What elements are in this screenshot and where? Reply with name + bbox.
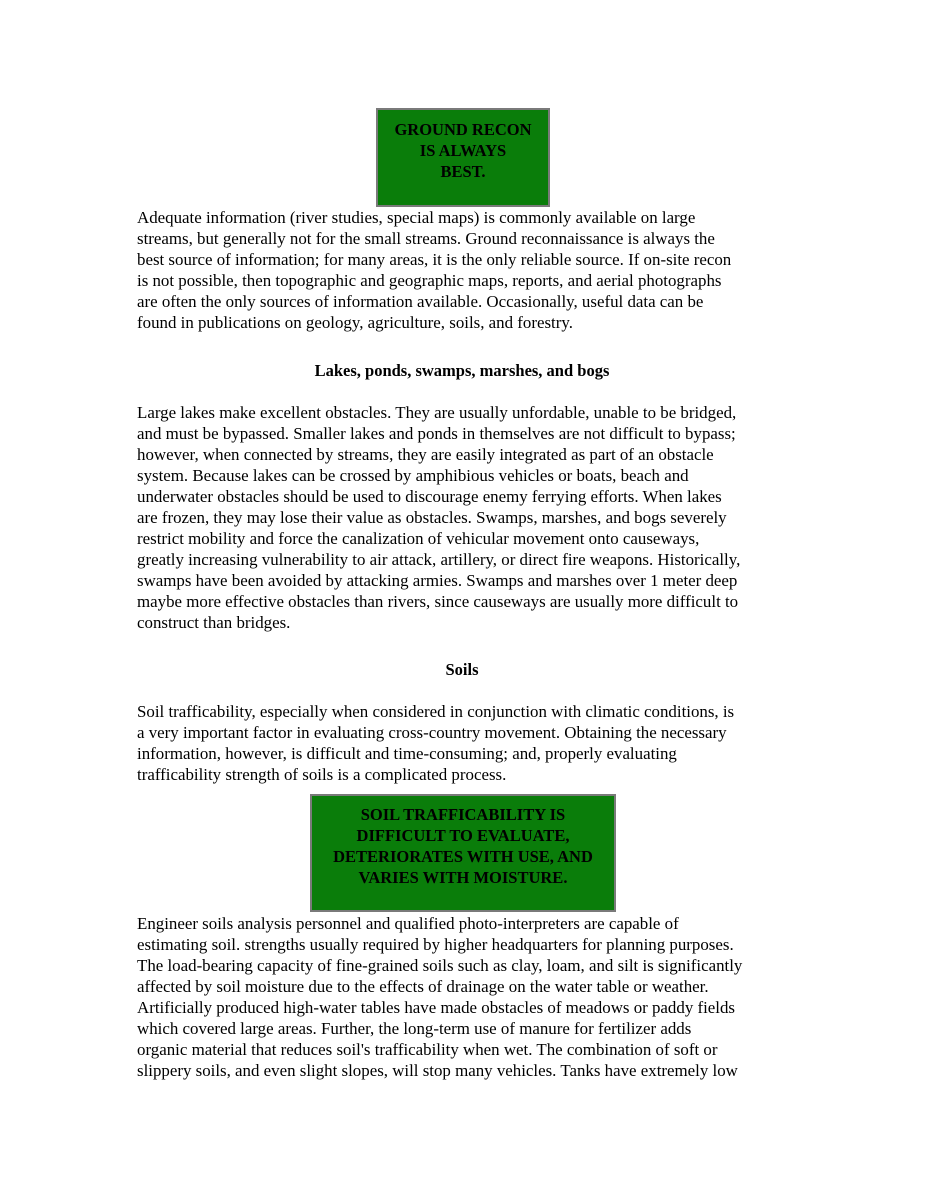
intro-paragraph: [137, 207, 797, 333]
text-line: Engineer soils analysis personnel and qualified photo-interpreters are capable of: [137, 914, 679, 933]
text-line: Artificially produced high-water tables have made obstacles of meadows or paddy fields: [137, 998, 736, 1017]
lakes-paragraph: [137, 402, 797, 633]
text-line: construct than bridges.: [137, 613, 291, 632]
text-line: and must be bypassed. Smaller lakes and ponds in themselves are not difficult to bypass;: [137, 424, 736, 443]
text-line: slippery soils, and even slight slopes, will stop many vehicles. Tanks have extremely low: [137, 1061, 738, 1080]
text-line: swamps have been avoided by attacking armies. Swamps and marshes over 1 meter deep: [137, 571, 738, 590]
text-line: trafficability strength of soils is a complicated process.: [137, 765, 507, 784]
callout-line: SOIL TRAFFICABILITY IS: [360, 805, 566, 824]
text-line: greatly increasing vulnerability to air attack, artillery, or direct fire weapons. Historically,: [137, 550, 741, 569]
text-line: streams, but generally not for the small streams. Ground reconnaissance is always the: [137, 229, 715, 248]
callout-line: DETERIORATES WITH USE, AND: [333, 847, 593, 866]
text-line: The load-bearing capacity of fine-grained soils such as clay, loam, and silt is significantly: [137, 956, 743, 975]
text-line: estimating soil. strengths usually required by higher headquarters for planning purposes.: [137, 935, 734, 954]
text-line: a very important factor in evaluating cross-country movement. Obtaining the necessary: [137, 723, 727, 742]
text-line: however, when connected by streams, they are easily integrated as part of an obstacle: [137, 445, 714, 464]
text-line: affected by soil moisture due to the effects of drainage on the water table or weather.: [137, 977, 709, 996]
text-line: which covered large areas. Further, the long-term use of manure for fertilizer adds: [137, 1019, 692, 1038]
soils-paragraph: [137, 701, 797, 785]
callout-line: DIFFICULT TO EVALUATE,: [356, 826, 570, 845]
text-line: is not possible, then topographic and geographic maps, reports, and aerial photographs: [137, 271, 722, 290]
lakes-heading: Lakes, ponds, swamps, marshes, and bogs: [314, 361, 610, 380]
text-line: system. Because lakes can be crossed by amphibious vehicles or boats, beach and: [137, 466, 689, 485]
callout-line: BEST.: [440, 162, 486, 181]
text-line: are frozen, they may lose their value as obstacles. Swamps, marshes, and bogs severely: [137, 508, 727, 527]
text-line: Large lakes make excellent obstacles. They are usually unfordable, unable to be bridged,: [137, 403, 737, 422]
text-line: information, however, is difficult and time-consuming; and, properly evaluating: [137, 744, 677, 763]
text-line: found in publications on geology, agriculture, soils, and forestry.: [137, 313, 573, 332]
text-line: maybe more effective obstacles than rivers, since causeways are usually more difficult to: [137, 592, 739, 611]
text-line: organic material that reduces soil's trafficability when wet. The combination of soft or: [137, 1040, 718, 1059]
text-line: Soil trafficability, especially when considered in conjunction with climatic conditions, is: [137, 702, 735, 721]
engineer-paragraph: [137, 913, 797, 1081]
ground-recon-callout: [376, 108, 550, 207]
text-line: are often the only sources of information available. Occasionally, useful data can be: [137, 292, 704, 311]
callout-line: VARIES WITH MOISTURE.: [358, 868, 568, 887]
text-line: best source of information; for many areas, it is the only reliable source. If on-site recon: [137, 250, 732, 269]
text-line: underwater obstacles should be used to discourage enemy ferrying efforts. When lakes: [137, 487, 722, 506]
soils-heading: Soils: [445, 660, 479, 679]
callout-line: GROUND RECON: [394, 120, 532, 139]
soil-trafficability-callout: [310, 794, 616, 912]
text-line: Adequate information (river studies, special maps) is commonly available on large: [137, 208, 696, 227]
text-line: restrict mobility and force the canalization of vehicular movement onto causeways,: [137, 529, 700, 548]
callout-line: IS ALWAYS: [419, 141, 507, 160]
